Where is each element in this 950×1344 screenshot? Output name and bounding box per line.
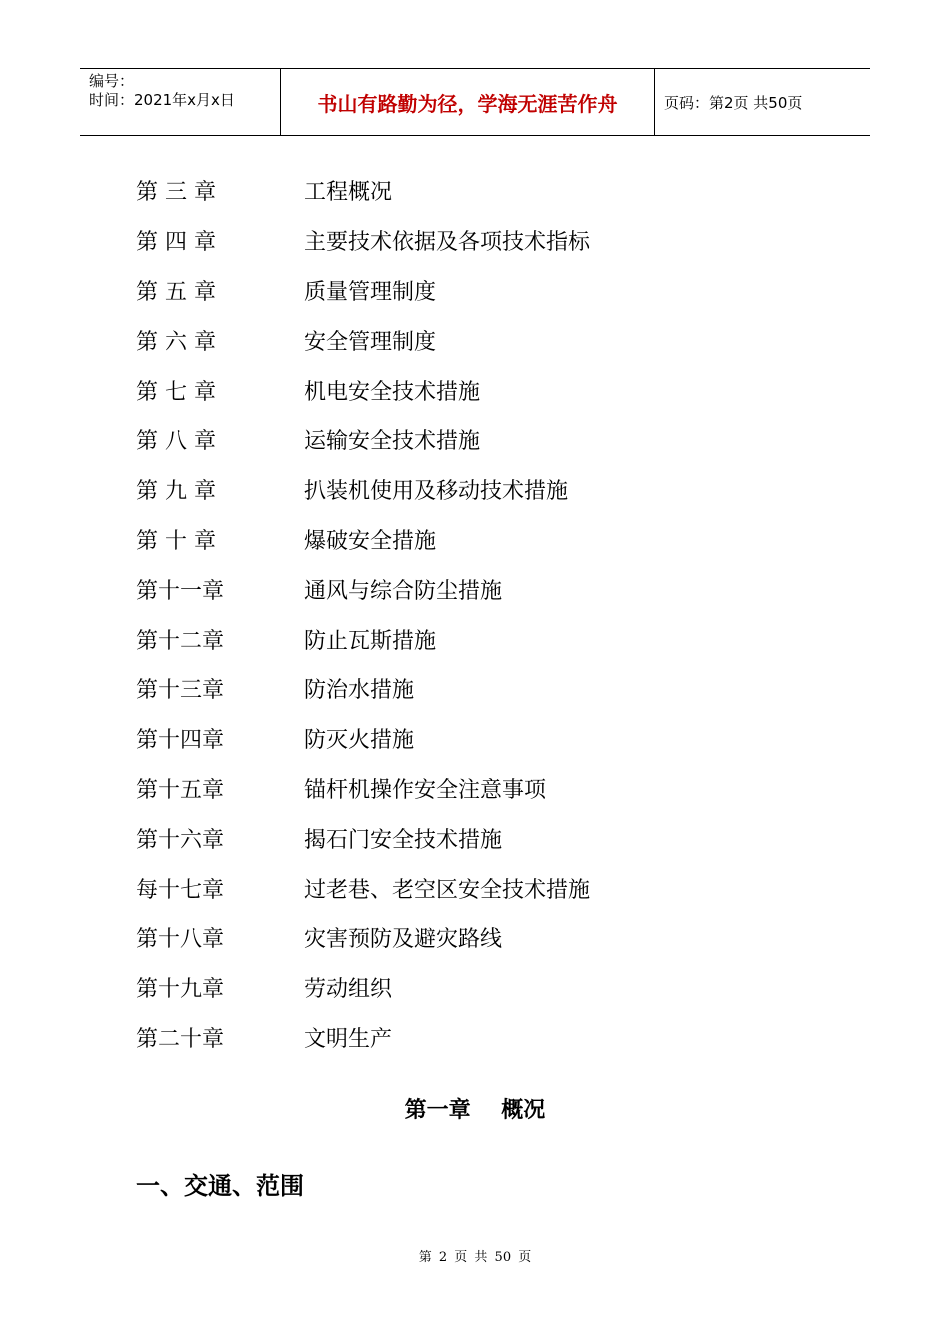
page-footer: 第 2 页 共 50 页 (418, 1250, 532, 1265)
toc-chapter-number: 第 九 章 (136, 479, 216, 505)
toc-chapter-number: 第 五 章 (136, 279, 216, 305)
toc-entry (136, 664, 590, 714)
chapter-heading: 第一章 概况 (404, 1098, 546, 1123)
toc-entry (136, 166, 590, 216)
toc-entry (136, 714, 590, 764)
toc-chapter-title: 锚杆机操作安全注意事项 (304, 777, 547, 803)
header-motto: 书山有路勤为径，学海无涯苦作舟 (281, 69, 655, 135)
toc-chapter-title: 过老巷、老空区安全技术措施 (304, 877, 591, 903)
header-page-label: 页码：第2页 共50页 (664, 93, 803, 112)
toc-chapter-title: 文明生产 (304, 1026, 393, 1052)
toc-entry (136, 415, 590, 465)
toc-chapter-title: 劳动组织 (304, 977, 393, 1003)
toc-chapter-number: 第十五章 (136, 777, 225, 803)
toc-entry (136, 465, 590, 515)
toc-chapter-number: 第 八 章 (136, 429, 216, 455)
toc-chapter-title: 防治水措施 (304, 678, 415, 704)
toc-chapter-title: 工程概况 (304, 180, 393, 206)
toc-chapter-number: 第十二章 (136, 628, 225, 654)
toc-entry (136, 365, 590, 415)
toc-chapter-number: 第十六章 (136, 827, 225, 853)
toc-chapter-number: 第十九章 (136, 977, 225, 1003)
toc-chapter-title: 揭石门安全技术措施 (304, 827, 503, 853)
table-of-contents (136, 166, 590, 1062)
toc-chapter-title: 安全管理制度 (304, 329, 437, 355)
toc-chapter-number: 第 三 章 (136, 180, 216, 206)
toc-entry (136, 515, 590, 565)
toc-chapter-title: 运输安全技术措施 (304, 429, 481, 455)
toc-chapter-number: 每十七章 (136, 877, 225, 903)
toc-chapter-title: 爆破安全措施 (304, 528, 437, 554)
toc-chapter-number: 第二十章 (136, 1026, 225, 1052)
toc-entry (136, 614, 590, 664)
page-header (80, 68, 870, 136)
toc-chapter-number: 第十一章 (136, 578, 225, 604)
toc-chapter-title: 扒装机使用及移动技术措施 (304, 479, 569, 505)
toc-entry (136, 1013, 590, 1063)
toc-chapter-number: 第十八章 (136, 927, 225, 953)
toc-entry (136, 315, 590, 365)
toc-chapter-number: 第 六 章 (136, 329, 216, 355)
toc-entry (136, 266, 590, 316)
toc-entry (136, 564, 590, 614)
toc-chapter-title: 主要技术依据及各项技术指标 (304, 230, 591, 256)
toc-chapter-number: 第 十 章 (136, 528, 216, 554)
toc-chapter-number: 第 七 章 (136, 379, 216, 405)
toc-chapter-number: 第 四 章 (136, 230, 216, 256)
toc-entry (136, 813, 590, 863)
toc-chapter-title: 灾害预防及避灾路线 (304, 927, 503, 953)
header-number-label: 编号： (89, 72, 135, 90)
toc-entry (136, 913, 590, 963)
toc-chapter-number: 第十三章 (136, 678, 225, 704)
toc-chapter-title: 质量管理制度 (304, 279, 437, 305)
toc-entry (136, 764, 590, 814)
toc-chapter-title: 机电安全技术措施 (304, 379, 481, 405)
header-meta (80, 69, 281, 135)
header-time-label: 时间：2021年x月x日 (89, 91, 235, 109)
toc-chapter-title: 防灭火措施 (304, 728, 415, 754)
section-heading: 一、交通、范围 (136, 1172, 304, 1200)
toc-entry (136, 216, 590, 266)
toc-entry (136, 963, 590, 1013)
toc-chapter-number: 第十四章 (136, 728, 225, 754)
toc-entry (136, 863, 590, 913)
toc-chapter-title: 通风与综合防尘措施 (304, 578, 503, 604)
toc-chapter-title: 防止瓦斯措施 (304, 628, 437, 654)
